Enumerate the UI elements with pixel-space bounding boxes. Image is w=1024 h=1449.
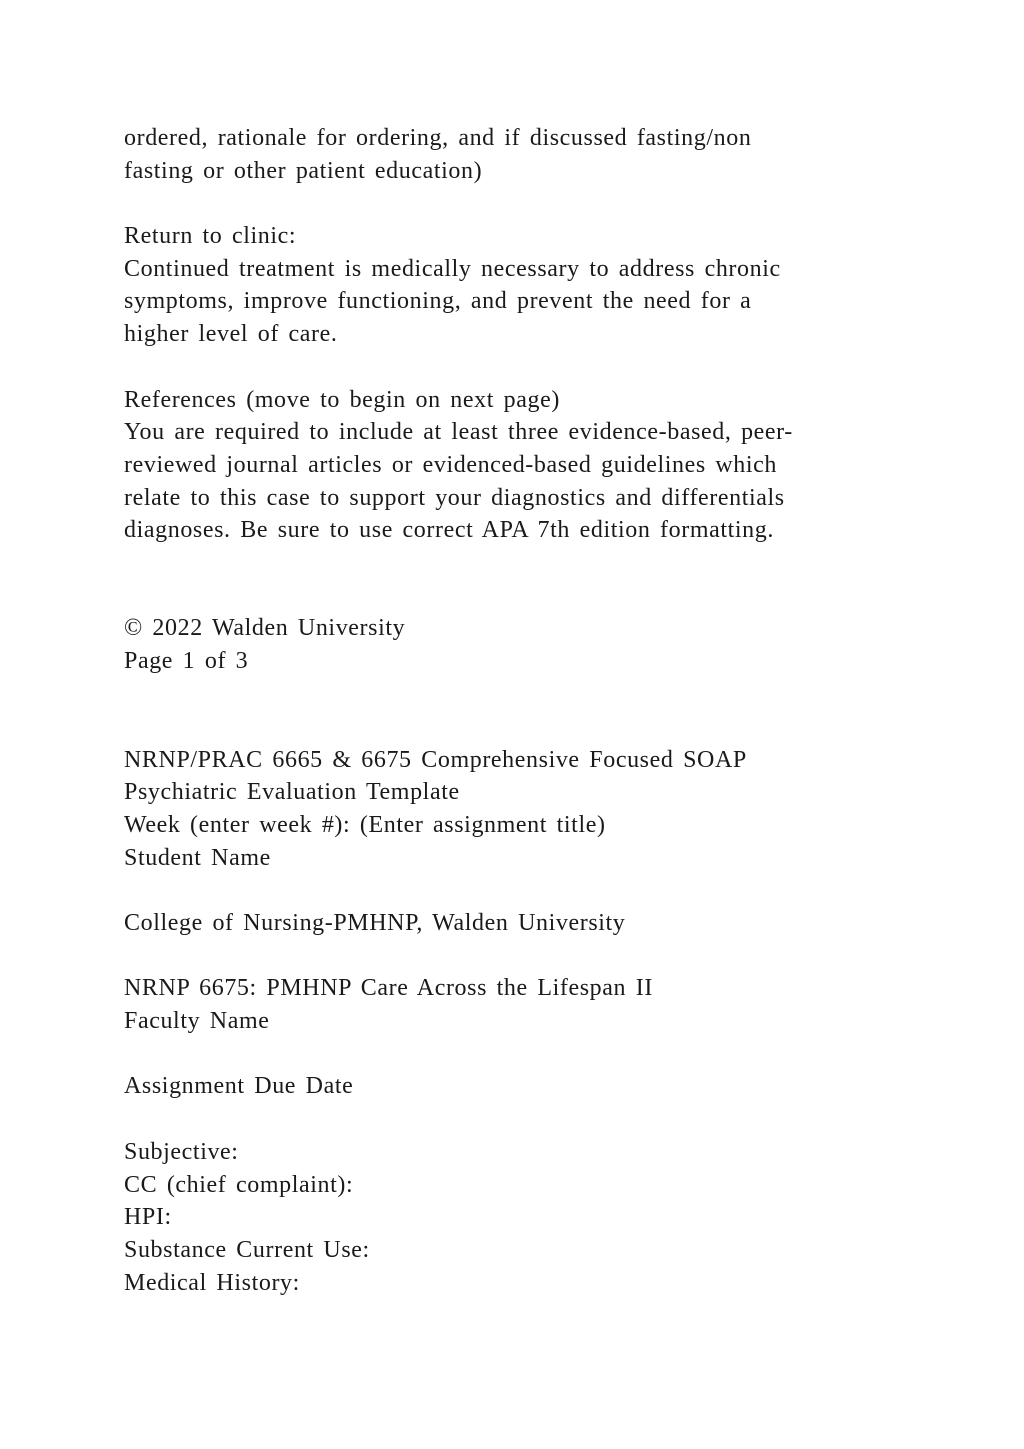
- blank-line: [124, 187, 924, 220]
- page-number: Page 1 of 3: [124, 648, 249, 674]
- blank-line: [124, 678, 924, 711]
- text-line: diagnoses. Be sure to use correct APA 7th edition formatting.: [124, 517, 774, 544]
- blank-line: [124, 1038, 924, 1071]
- blank-line: [124, 547, 924, 580]
- due-date: Assignment Due Date: [124, 1073, 354, 1100]
- medical-history-label: Medical History:: [124, 1269, 300, 1296]
- subjective-heading: Subjective:: [124, 1138, 239, 1165]
- student-name: Student Name: [124, 844, 271, 871]
- week-line: Week (enter week #): (Enter assignment title): [124, 811, 606, 838]
- substance-use-label: Substance Current Use:: [124, 1236, 370, 1263]
- blank-line: [124, 710, 924, 743]
- hpi-label: HPI:: [124, 1204, 172, 1231]
- blank-line: [124, 351, 924, 384]
- text-line: fasting or other patient education): [124, 157, 483, 184]
- template-subtitle: Psychiatric Evaluation Template: [124, 779, 460, 806]
- text-line: reviewed journal articles or evidenced-based guidelines which: [124, 451, 778, 478]
- course-line: NRNP 6675: PMHNP Care Across the Lifespan II: [124, 975, 653, 1002]
- faculty-name: Faculty Name: [124, 1008, 270, 1035]
- return-to-clinic-heading: Return to clinic:: [124, 223, 297, 250]
- text-line: Continued treatment is medically necessary to address chronic: [124, 255, 781, 282]
- blank-line: [124, 874, 924, 907]
- text-line: relate to this case to support your diagnostics and differentials: [124, 484, 785, 511]
- document-body: [124, 122, 924, 1299]
- text-line: ordered, rationale for ordering, and if discussed fasting/non: [124, 125, 752, 151]
- copyright-notice: © 2022 Walden University: [124, 615, 406, 642]
- references-heading: References (move to begin on next page): [124, 386, 560, 413]
- text-line: higher level of care.: [124, 321, 338, 348]
- text-line: symptoms, improve functioning, and prevent the need for a: [124, 288, 752, 315]
- college-line: College of Nursing-PMHNP, Walden University: [124, 910, 626, 936]
- text-line: You are required to include at least three evidence-based, peer-: [124, 419, 793, 446]
- chief-complaint-label: CC (chief complaint):: [124, 1171, 354, 1198]
- blank-line: [124, 1103, 924, 1136]
- blank-line: [124, 940, 924, 973]
- template-title: NRNP/PRAC 6665 & 6675 Comprehensive Focused SOAP: [124, 746, 747, 773]
- blank-line: [124, 580, 924, 613]
